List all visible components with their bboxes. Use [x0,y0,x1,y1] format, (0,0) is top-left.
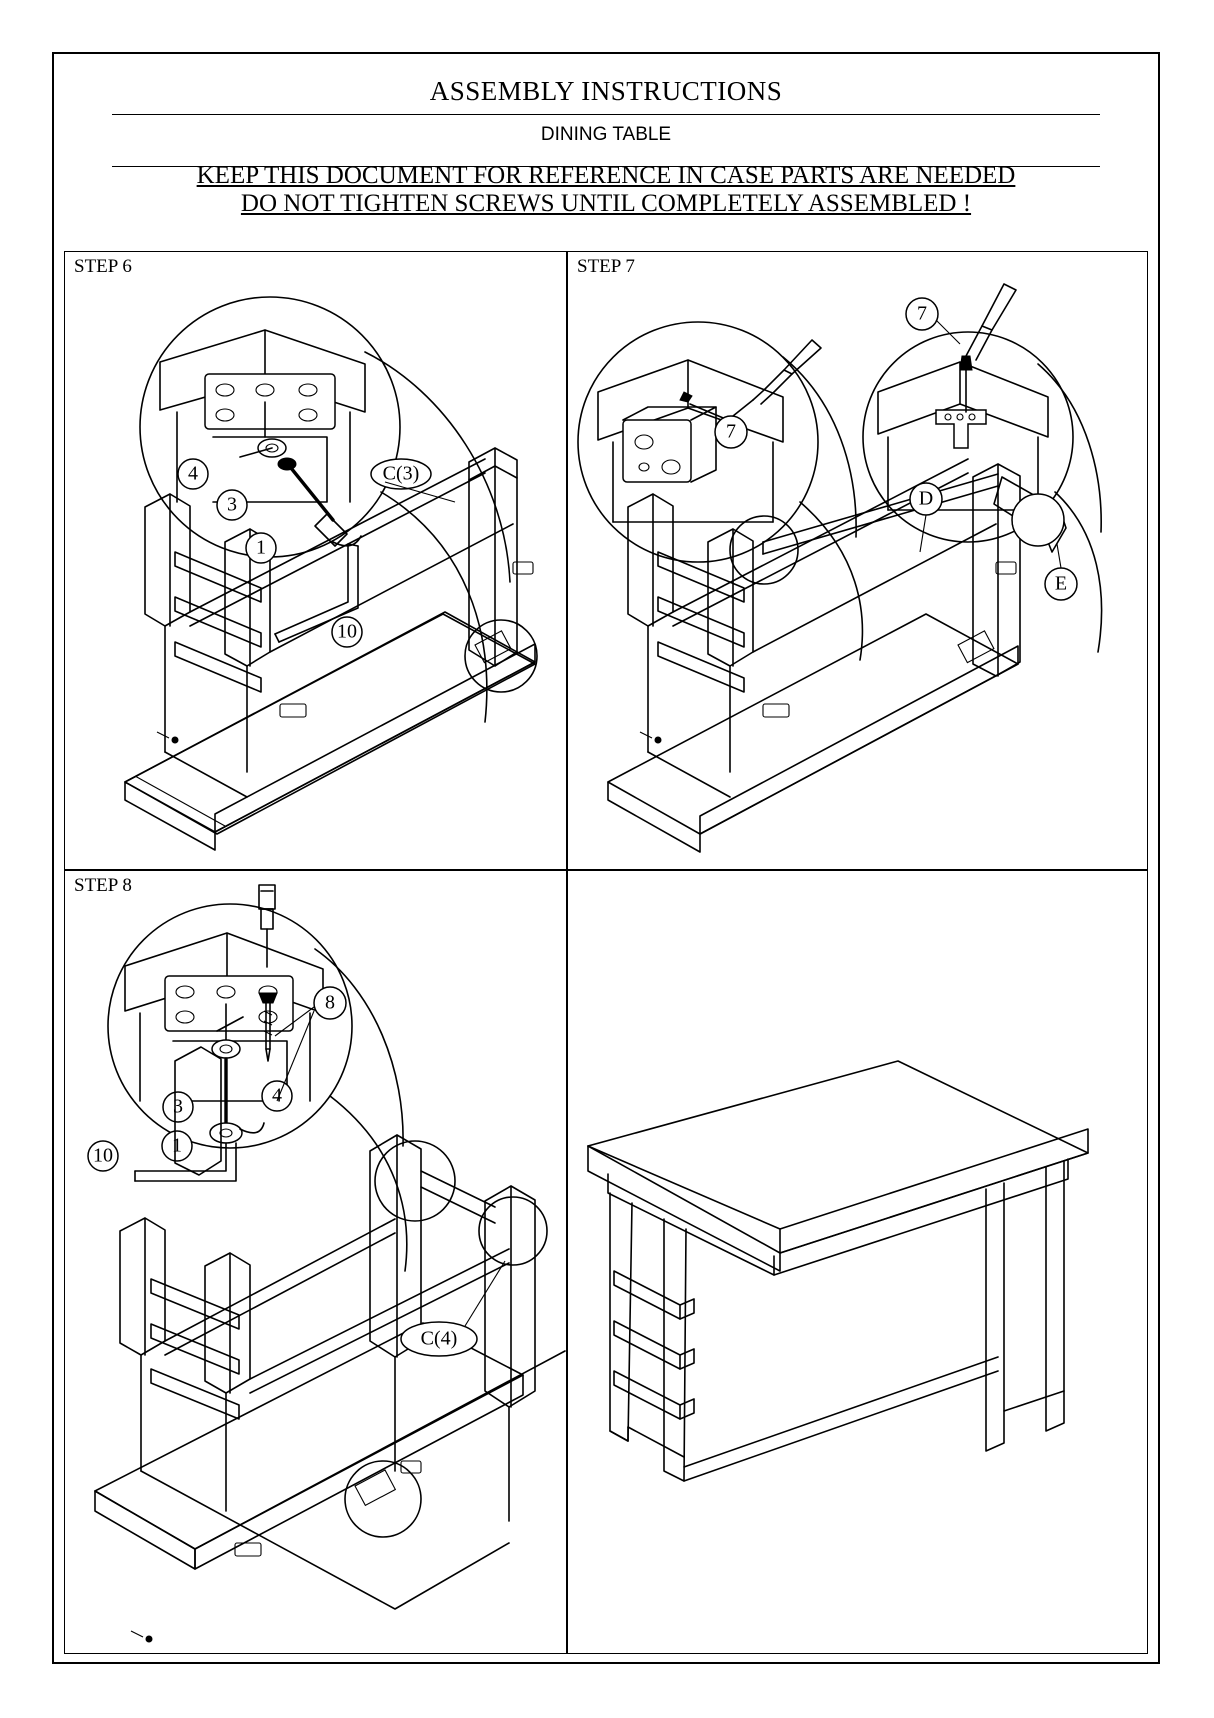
step-panel-7 [567,251,1148,870]
step-panel-6 [64,251,567,870]
page-title: ASSEMBLY INSTRUCTIONS [429,76,783,106]
header-divider-2 [112,166,1100,167]
finished-table-illustration [568,871,1147,1653]
step-panel-8 [64,870,567,1654]
steps-grid [64,251,1148,1654]
callout-label: C(3) [382,462,420,485]
callout-label: 7 [917,302,927,325]
callout-label: 3 [173,1095,183,1118]
callout-label: 1 [256,536,266,559]
callout-label: 7 [726,420,736,443]
callout-label: D [918,487,934,510]
step-8-illustration [65,871,566,1653]
product-name: DINING TABLE [540,124,672,145]
step-label-8: STEP 8 [74,875,132,896]
header-divider-1 [112,114,1100,115]
callout-label: 1 [172,1134,182,1157]
warning-line-2: DO NOT TIGHTEN SCREWS UNTIL COMPLETELY ASSEMBLED ! [240,190,972,217]
callout-label: 4 [272,1084,282,1107]
warning-line-1: KEEP THIS DOCUMENT FOR REFERENCE IN CASE PARTS ARE NEEDED [196,162,1016,189]
callout-label: E [1054,572,1068,595]
callout-label: 10 [93,1144,113,1167]
callout-label: 10 [337,620,357,643]
document-header [54,54,1158,254]
callout-label: 3 [227,493,237,516]
warning-block [54,162,1158,218]
step-7-illustration [568,252,1147,869]
step-6-illustration [65,252,566,869]
callout-label: C(4) [420,1327,458,1350]
callout-label: 8 [325,991,335,1014]
finished-product-panel [567,870,1148,1654]
step-label-6: STEP 6 [74,256,132,277]
callout-label: 4 [188,462,198,485]
step-label-7: STEP 7 [577,256,635,277]
instruction-sheet [52,52,1160,1664]
